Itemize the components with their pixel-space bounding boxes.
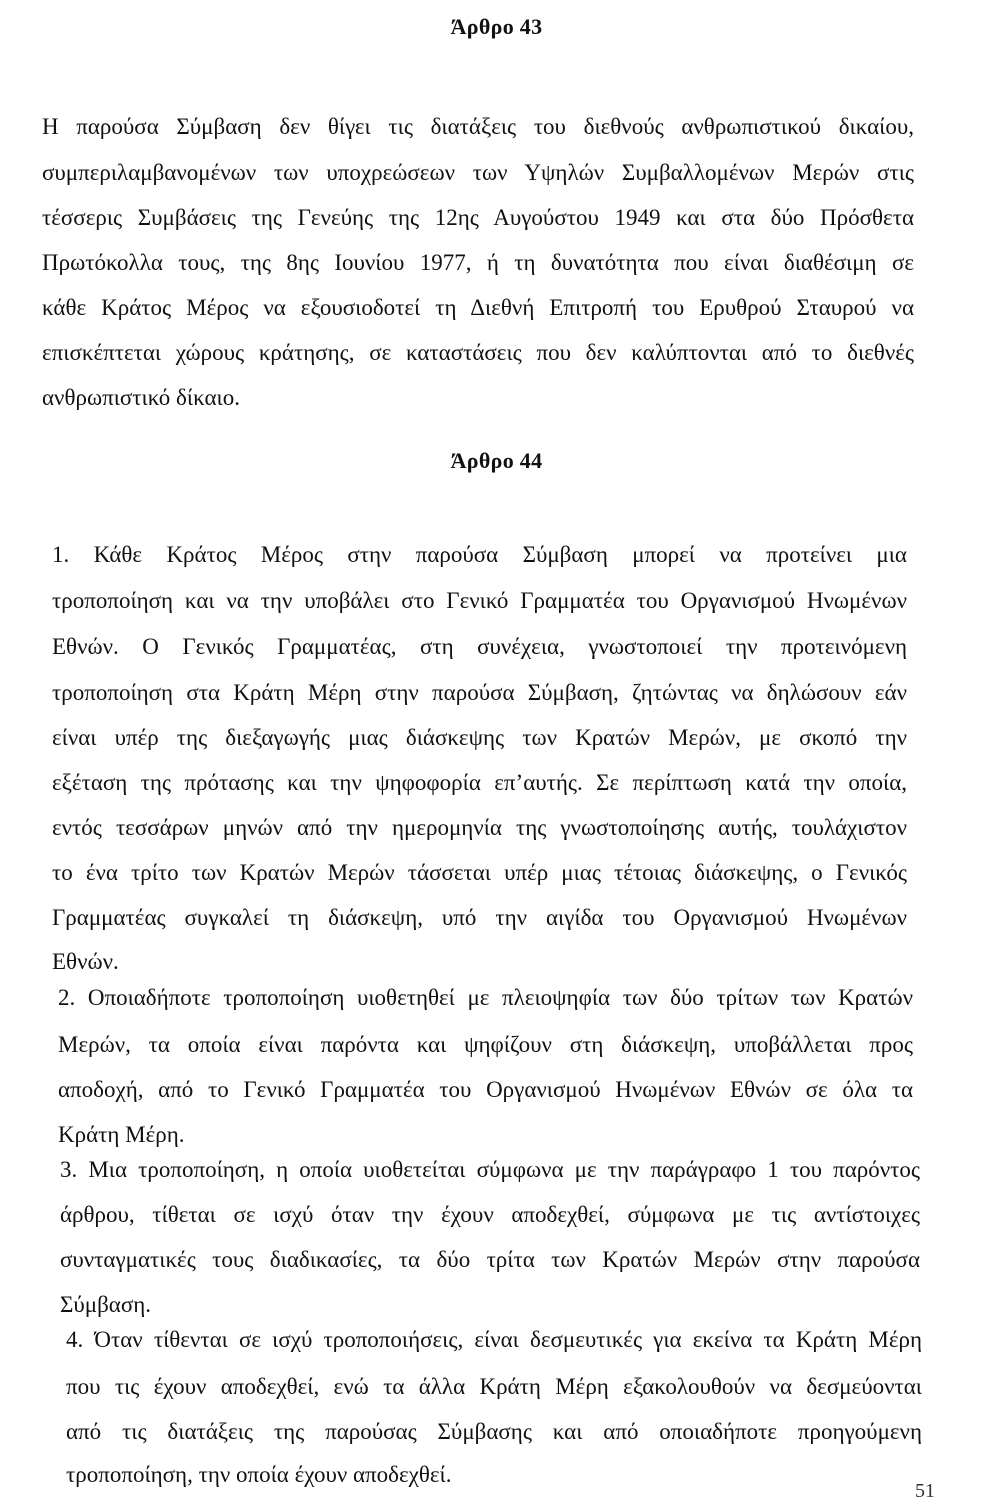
article-44-line: Κράτη Μέρη. — [58, 1122, 185, 1147]
article-44-line: είναι υπέρ της διεξαγωγής μιας διάσκεψης των Κρατών Μερών, με σκοπό την — [52, 725, 907, 750]
article-44-line: Εθνών. Ο Γενικός Γραμματέας, στη συνέχεια, γνωστοποιεί την προτεινόμενη — [52, 634, 907, 659]
article-44-line: Εθνών. — [52, 949, 119, 974]
article-43-line: συμπεριλαμβανομένων των υποχρεώσεων των Υψηλών Συμβαλλομένων Μερών στις — [42, 160, 914, 185]
article-43-line: Πρωτόκολλα τους, της 8ης Ιουνίου 1977, ή τη δυνατότητα που είναι διαθέσιμη σε — [42, 250, 914, 275]
article-44-line: συνταγματικές τους διαδικασίες, τα δύο τρίτα των Κρατών Μερών στην παρούσα — [60, 1247, 920, 1272]
article-44-line: 1. Κάθε Κράτος Μέρος στην παρούσα Σύμβαση μπορεί να προτείνει μια — [52, 542, 907, 567]
article-44-line: τροποποίηση και να την υποβάλει στο Γενικό Γραμματέα του Οργανισμού Ηνωμένων — [52, 588, 907, 613]
article-44-line: αποδοχή, από το Γενικό Γραμματέα του Οργανισμού Ηνωμένων Εθνών σε όλα τα — [58, 1077, 913, 1102]
article-44-line: 4. Όταν τίθενται σε ισχύ τροποποιήσεις, είναι δεσμευτικές για εκείνα τα Κράτη Μέρη — [66, 1327, 922, 1352]
article-44-line: τροποποίηση, την οποία έχουν αποδεχθεί. — [66, 1462, 452, 1487]
page-number: 51 — [915, 1480, 935, 1502]
article-43-line: επισκέπτεται χώρους κράτησης, σε καταστάσεις που δεν καλύπτονται από το διεθνές — [42, 340, 914, 365]
article-44-line: Μερών, τα οποία είναι παρόντα και ψηφίζουν στη διάσκεψη, υποβάλλεται προς — [58, 1032, 913, 1057]
article-43-line: κάθε Κράτος Μέρος να εξουσιοδοτεί τη Διεθνή Επιτροπή του Ερυθρού Σταυρού να — [42, 295, 914, 320]
article-44-line: Σύμβαση. — [60, 1292, 152, 1317]
article-44-heading: Άρθρο 44 — [450, 448, 543, 473]
article-44-line: εντός τεσσάρων μηνών από την ημερομηνία της γνωστοποίησης αυτής, τουλάχιστον — [52, 815, 907, 840]
article-43-heading: Άρθρο 43 — [450, 14, 543, 39]
article-43-line: τέσσερις Συμβάσεις της Γενεύης της 12ης Αυγούστου 1949 και στα δύο Πρόσθετα — [42, 205, 914, 230]
article-44-line: εξέταση της πρότασης και την ψηφοφορία επ’αυτής. Σε περίπτωση κατά την οποία, — [52, 770, 907, 795]
article-44-line: 2. Οποιαδήποτε τροποποίηση υιοθετηθεί με πλειοψηφία των δύο τρίτων των Κρατών — [58, 985, 913, 1010]
article-43-line: ανθρωπιστικό δίκαιο. — [42, 385, 240, 410]
article-44-line: Γραμματέας συγκαλεί τη διάσκεψη, υπό την αιγίδα του Οργανισμού Ηνωμένων — [52, 905, 907, 930]
article-44-line: το ένα τρίτο των Κρατών Μερών τάσσεται υπέρ μιας τέτοιας διάσκεψης, ο Γενικός — [52, 860, 907, 885]
article-44-line: τροποποίηση στα Κράτη Μέρη στην παρούσα Σύμβαση, ζητώντας να δηλώσουν εάν — [52, 680, 907, 705]
article-43-line: Η παρούσα Σύμβαση δεν θίγει τις διατάξεις του διεθνούς ανθρωπιστικού δικαίου, — [42, 114, 914, 139]
article-44-line: που τις έχουν αποδεχθεί, ενώ τα άλλα Κράτη Μέρη εξακολουθούν να δεσμεύονται — [66, 1374, 922, 1399]
article-44-line: από τις διατάξεις της παρούσας Σύμβασης και από οποιαδήποτε προηγούμενη — [66, 1419, 922, 1444]
article-44-line: 3. Μια τροποποίηση, η οποία υιοθετείται σύμφωνα με την παράγραφο 1 του παρόντος — [60, 1157, 920, 1182]
article-44-line: άρθρου, τίθεται σε ισχύ όταν την έχουν αποδεχθεί, σύμφωνα με τις αντίστοιχες — [60, 1202, 920, 1227]
